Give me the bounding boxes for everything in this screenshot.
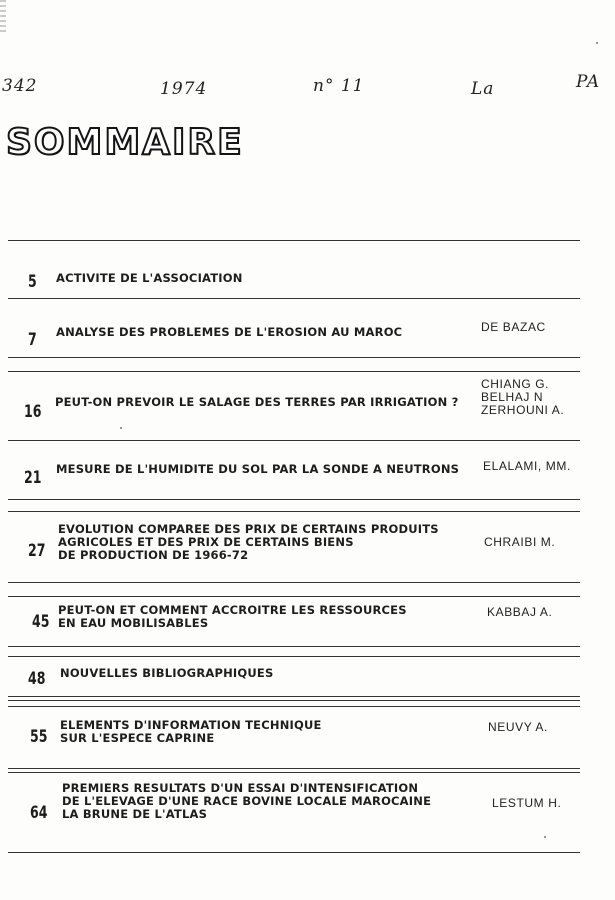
divider	[8, 582, 580, 583]
entry-page-number: 64	[30, 803, 48, 823]
entry-page-number: 16	[24, 402, 42, 422]
entry-title: PREMIERS RESULTATS D'UN ESSAI D'INTENSIFICATION DE L'ELEVAGE D'UNE RACE BOVINE LOCALE MAROCAINE LA BRUNE DE L'ATLAS	[62, 781, 432, 821]
scan-edge-mark	[0, 0, 6, 34]
divider	[8, 772, 580, 773]
entry-page-number: 48	[28, 669, 46, 689]
entry-title: MESURE DE L'HUMIDITE DU SOL PAR LA SONDE A NEUTRONS	[56, 462, 460, 476]
divider	[8, 706, 580, 707]
divider	[8, 298, 580, 299]
entry-author: KABBAJ A.	[487, 605, 553, 619]
divider	[8, 240, 580, 241]
scan-speck	[120, 427, 122, 429]
entry-page-number: 55	[30, 727, 48, 747]
handwritten-catalog-number: 342	[2, 76, 38, 96]
entry-author: ELALAMI, MM.	[483, 459, 571, 473]
divider	[8, 656, 580, 657]
divider	[8, 357, 580, 358]
entry-title: ACTIVITE DE L'ASSOCIATION	[56, 271, 243, 285]
divider	[8, 499, 580, 500]
divider	[8, 696, 580, 697]
entry-author: NEUVY A.	[488, 720, 548, 734]
divider	[8, 852, 580, 853]
divider	[8, 511, 580, 512]
scan-speck	[596, 42, 598, 44]
entry-author: CHIANG G. BELHAJ N ZERHOUNI A.	[481, 377, 565, 417]
handwritten-la: La	[471, 79, 495, 99]
divider	[8, 646, 580, 647]
divider	[8, 440, 580, 441]
handwritten-year: 1974	[160, 79, 208, 99]
entry-author: LESTUM H.	[492, 796, 562, 810]
divider	[8, 700, 580, 701]
entry-author: DE BAZAC	[481, 320, 546, 334]
divider	[8, 596, 580, 597]
entry-title: ANALYSE DES PROBLEMES DE L'EROSION AU MAROC	[56, 325, 403, 339]
entry-page-number: 45	[32, 612, 50, 632]
entry-page-number: 27	[28, 541, 46, 561]
handwritten-issue-number: n° 11	[313, 76, 365, 96]
scan-speck	[544, 836, 546, 838]
entry-title: ELEMENTS D'INFORMATION TECHNIQUE SUR L'ESPECE CAPRINE	[60, 718, 322, 745]
entry-title: NOUVELLES BIBLIOGRAPHIQUES	[60, 666, 274, 680]
entry-title: PEUT-ON PREVOIR LE SALAGE DES TERRES PAR IRRIGATION ?	[55, 395, 459, 409]
handwritten-pa: PA	[576, 72, 601, 92]
page-title: SOMMAIRE	[6, 122, 244, 163]
entry-page-number: 5	[28, 272, 37, 292]
divider	[8, 768, 580, 769]
entry-author: CHRAIBI M.	[484, 535, 556, 549]
entry-title: EVOLUTION COMPAREE DES PRIX DE CERTAINS PRODUITS AGRICOLES ET DES PRIX DE CERTAINS BIENS DE PRODUCTION DE 1966-72	[58, 522, 439, 562]
entry-title: PEUT-ON ET COMMENT ACCROITRE LES RESSOURCES EN EAU MOBILISABLES	[58, 603, 407, 630]
entry-page-number: 21	[24, 468, 42, 488]
divider	[8, 371, 580, 372]
entry-page-number: 7	[28, 330, 37, 350]
